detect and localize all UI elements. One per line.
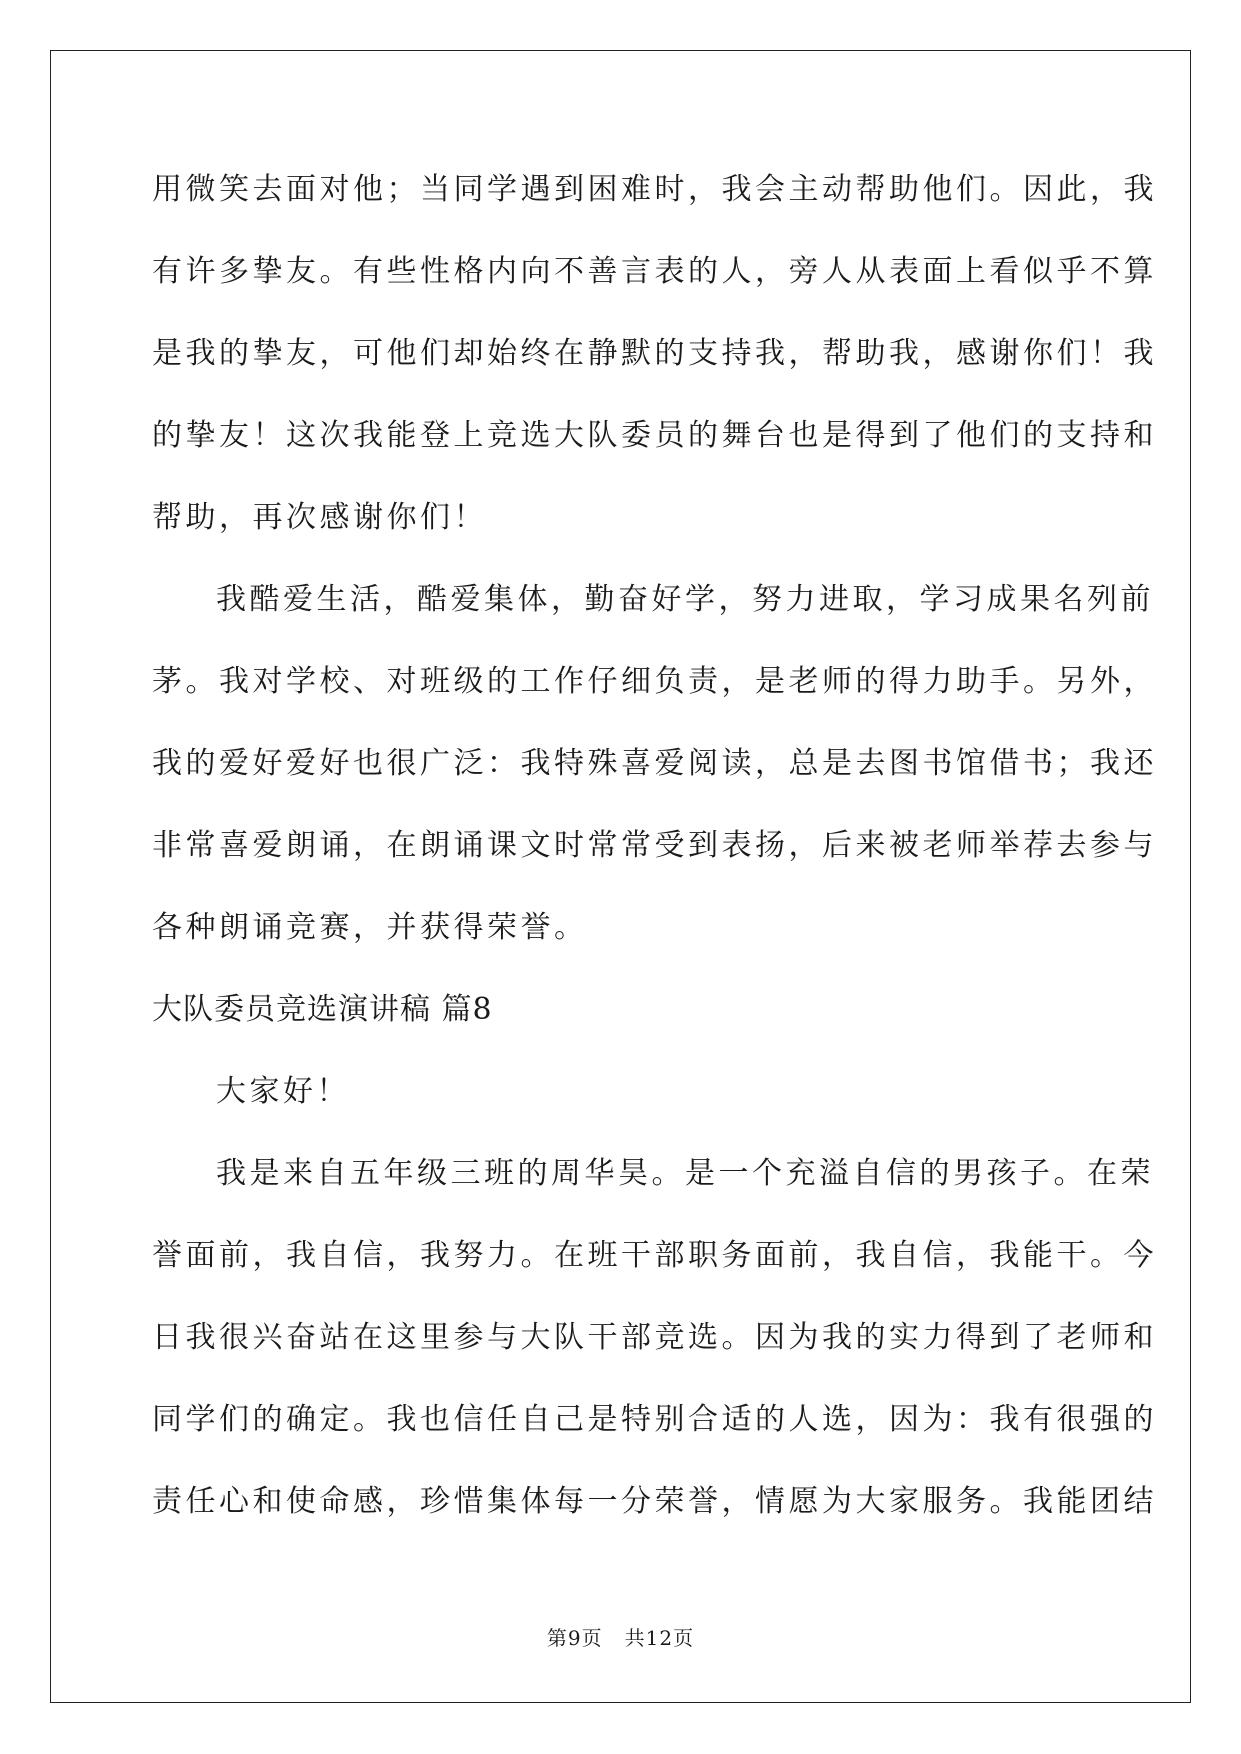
text-line: 责任心和使命感，珍惜集体每一分荣誉，情愿为大家服务。我能团结: [152, 1484, 1157, 1519]
text-line: 的挚友！这次我能登上竞选大队委员的舞台也是得到了他们的支持和: [152, 418, 1157, 453]
text-line: 誉面前，我自信，我努力。在班干部职务面前，我自信，我能干。今: [152, 1238, 1157, 1273]
section-heading: 大队委员竞选演讲稿 篇8: [152, 992, 493, 1027]
greeting-line: 大家好！: [216, 1074, 350, 1109]
page-footer: [0, 1622, 1241, 1651]
page-total: 共12页: [624, 1626, 695, 1650]
text-line: 用微笑去面对他；当同学遇到困难时，我会主动帮助他们。因此，我: [152, 172, 1157, 207]
text-line: 茅。我对学校、对班级的工作仔细负责，是老师的得力助手。另外，: [152, 664, 1157, 699]
page-number: 第9页: [546, 1626, 603, 1650]
document-body: [152, 165, 1157, 1559]
text-line: 各种朗诵竞赛，并获得荣誉。: [152, 910, 588, 945]
text-line: 我的爱好爱好也很广泛：我特殊喜爱阅读，总是去图书馆借书；我还: [152, 746, 1157, 781]
text-line: 同学们的确定。我也信任自己是特别合适的人选，因为：我有很强的: [152, 1402, 1157, 1437]
text-line: 有许多挚友。有些性格内向不善言表的人，旁人从表面上看似乎不算: [152, 254, 1157, 289]
paragraph-start-line: 我是来自五年级三班的周华昊。是一个充溢自信的男孩子。在荣: [216, 1156, 1154, 1191]
text-line: 非常喜爱朗诵，在朗诵课文时常常受到表扬，后来被老师举荐去参与: [152, 828, 1157, 863]
text-line: 帮助，再次感谢你们！: [152, 500, 487, 535]
text-line: 是我的挚友，可他们却始终在静默的支持我，帮助我，感谢你们！我: [152, 336, 1157, 371]
text-line: 日我很兴奋站在这里参与大队干部竞选。因为我的实力得到了老师和: [152, 1320, 1157, 1355]
paragraph-start-line: 我酷爱生活，酷爱集体，勤奋好学，努力进取，学习成果名列前: [216, 582, 1154, 617]
